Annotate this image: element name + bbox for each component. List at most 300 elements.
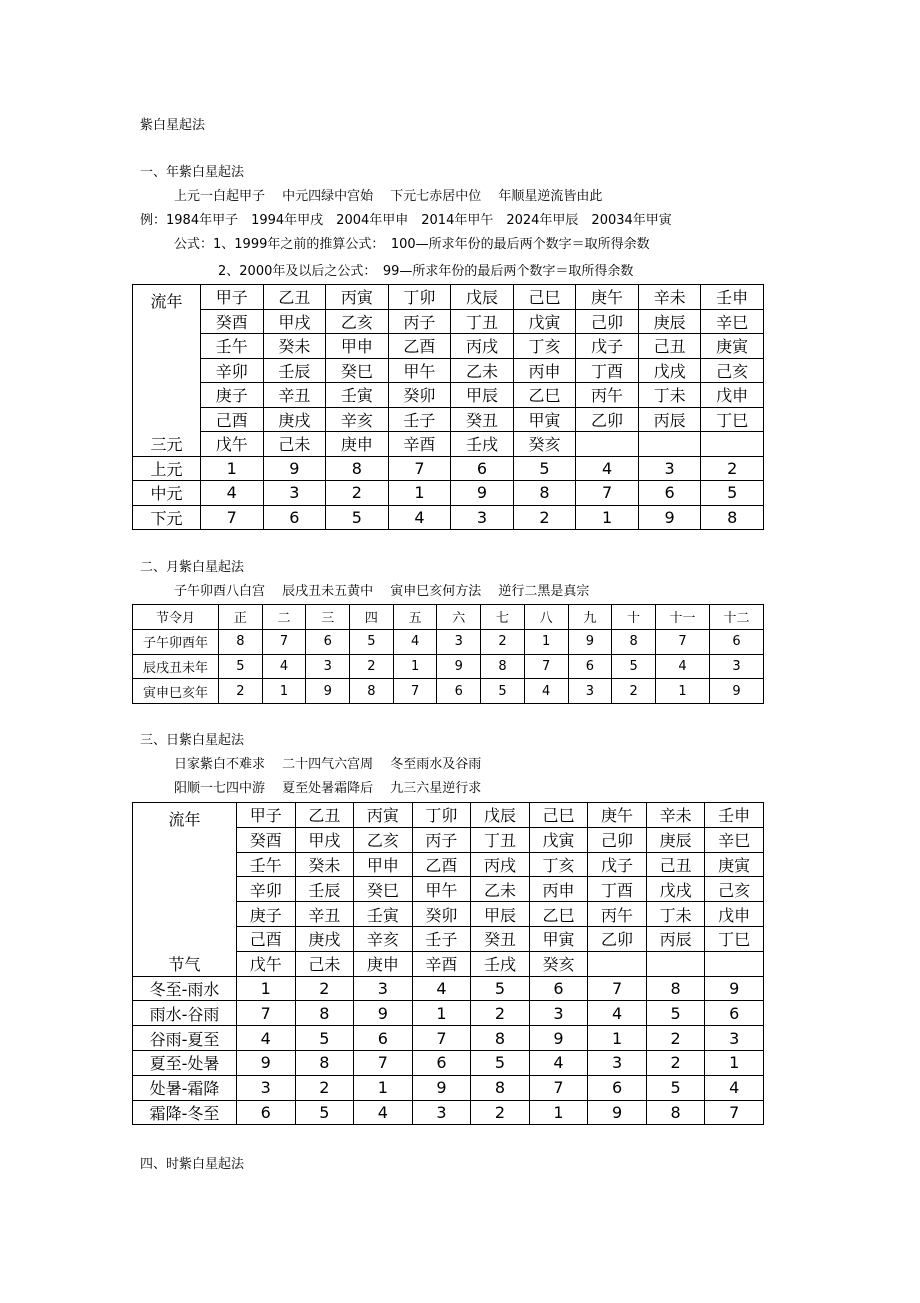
star-number-cell: 2 [350,654,394,679]
ganzhi-cell: 乙丑 [295,803,354,828]
star-number-cell: 7 [201,505,264,530]
column-header-cell: 十二 [710,605,764,630]
table-row [133,383,764,408]
star-number-cell: 1 [262,679,306,704]
column-header-cell: 正 [219,605,263,630]
ganzhi-cell: 丙辰 [638,407,701,432]
ganzhi-cell: 己未 [295,951,354,976]
star-number-cell: 1 [388,481,451,506]
ganzhi-cell: 丁酉 [588,877,647,902]
star-number-cell: 8 [326,456,389,481]
column-header-cell: 七 [481,605,525,630]
year-star-table [132,284,764,530]
row-label-cell: 上元 [133,456,201,481]
star-number-cell: 3 [354,976,413,1001]
star-number-cell: 7 [529,1075,588,1100]
table-row [133,1001,764,1026]
ganzhi-cell: 丁巳 [705,926,764,951]
ganzhi-cell: 癸亥 [513,432,576,457]
star-number-cell: 4 [576,456,639,481]
star-number-cell: 5 [513,456,576,481]
section-1-formula-2: 2、2000年及以后之公式： 99—所求年份的最后两个数字＝取所得余数 [218,264,634,279]
star-number-cell: 5 [471,976,530,1001]
ganzhi-cell [646,951,705,976]
star-number-cell: 9 [263,456,326,481]
ganzhi-cell: 丁丑 [451,309,514,334]
ganzhi-cell [588,951,647,976]
star-number-cell: 4 [705,1075,764,1100]
ganzhi-cell: 癸卯 [412,902,471,927]
ganzhi-cell: 辛酉 [412,951,471,976]
ganzhi-cell: 丙申 [513,358,576,383]
star-number-cell: 3 [306,654,350,679]
ganzhi-cell: 辛酉 [388,432,451,457]
star-number-cell: 3 [638,456,701,481]
ganzhi-cell: 癸丑 [451,407,514,432]
star-number-cell: 9 [529,1026,588,1051]
table-row [133,1100,764,1125]
star-number-cell: 5 [295,1100,354,1125]
star-number-cell: 3 [437,629,481,654]
star-number-cell: 7 [705,1100,764,1125]
star-number-cell: 6 [451,456,514,481]
ganzhi-cell [638,432,701,457]
ganzhi-cell: 庚寅 [701,334,764,359]
star-number-cell: 6 [710,629,764,654]
column-header-cell: 五 [393,605,437,630]
ganzhi-cell: 辛卯 [237,877,296,902]
star-number-cell: 3 [588,1050,647,1075]
table-row [133,1075,764,1100]
ganzhi-cell: 己巳 [513,285,576,310]
table-row [133,334,764,359]
ganzhi-cell: 辛亥 [354,926,413,951]
corner-label-top: 流年 [150,292,183,311]
star-number-cell: 4 [412,976,471,1001]
table-row [133,285,764,310]
ganzhi-cell: 甲午 [412,877,471,902]
ganzhi-cell: 癸酉 [201,309,264,334]
section-3-verse-1: 日家紫白不难求 二十四气六宫周 冬至雨水及谷雨 [174,757,482,772]
month-star-table [132,604,764,704]
row-label-cell: 霜降-冬至 [133,1100,237,1125]
ganzhi-cell: 癸未 [263,334,326,359]
star-number-cell: 3 [263,481,326,506]
ganzhi-cell: 戊辰 [451,285,514,310]
ganzhi-cell: 戊午 [201,432,264,457]
ganzhi-cell: 甲辰 [471,902,530,927]
ganzhi-cell: 丁未 [646,902,705,927]
ganzhi-cell: 己卯 [588,827,647,852]
section-3-heading: 三、日紫白星起法 [140,733,245,748]
ganzhi-cell: 戊戌 [646,877,705,902]
section-1-formula-1: 公式：1、1999年之前的推算公式： 100—所求年份的最后两个数字＝取所得余数 [174,237,650,252]
star-number-cell: 9 [710,679,764,704]
star-number-cell: 1 [705,1050,764,1075]
ganzhi-cell: 壬午 [237,852,296,877]
star-number-cell: 5 [471,1050,530,1075]
star-number-cell: 3 [705,1026,764,1051]
ganzhi-cell: 戊寅 [513,309,576,334]
day-star-table [132,802,764,1125]
ganzhi-cell [701,432,764,457]
star-number-cell: 2 [219,679,263,704]
ganzhi-cell: 乙丑 [263,285,326,310]
star-number-cell: 1 [576,505,639,530]
star-number-cell: 6 [705,1001,764,1026]
table-row [133,1050,764,1075]
ganzhi-cell: 壬午 [201,334,264,359]
ganzhi-cell: 乙亥 [354,827,413,852]
ganzhi-cell [576,432,639,457]
star-number-cell: 2 [471,1100,530,1125]
star-number-cell: 3 [237,1075,296,1100]
star-number-cell: 7 [412,1026,471,1051]
ganzhi-cell [705,951,764,976]
ganzhi-cell: 乙未 [471,877,530,902]
table-corner-cell [133,803,237,977]
ganzhi-cell: 辛卯 [201,358,264,383]
ganzhi-cell: 壬寅 [354,902,413,927]
row-label-cell: 寅申巳亥年 [133,679,219,704]
column-header-cell: 十一 [656,605,710,630]
section-1-example: 例：1984年甲子 1994年甲戌 2004年甲申 2014年甲午 2024年甲辰 20034年甲寅 [140,213,672,228]
table-corner-cell [133,285,201,457]
corner-label-bottom: 节气 [168,954,201,974]
ganzhi-cell: 己未 [263,432,326,457]
star-number-cell: 6 [237,1100,296,1125]
ganzhi-cell: 丙子 [388,309,451,334]
ganzhi-cell: 庚寅 [705,852,764,877]
star-number-cell: 3 [529,1001,588,1026]
star-number-cell: 5 [612,654,656,679]
star-number-cell: 9 [306,679,350,704]
ganzhi-cell: 庚辰 [638,309,701,334]
star-number-cell: 2 [481,629,525,654]
star-number-cell: 7 [524,654,568,679]
star-number-cell: 2 [471,1001,530,1026]
star-number-cell: 1 [354,1075,413,1100]
star-number-cell: 4 [201,481,264,506]
star-number-cell: 7 [354,1050,413,1075]
corner-label-top: 流年 [168,810,201,829]
ganzhi-cell: 辛亥 [326,407,389,432]
row-label-cell: 冬至-雨水 [133,976,237,1001]
star-number-cell: 8 [219,629,263,654]
star-number-cell: 5 [350,629,394,654]
ganzhi-cell: 甲辰 [451,383,514,408]
star-number-cell: 4 [588,1001,647,1026]
ganzhi-cell: 乙亥 [326,309,389,334]
ganzhi-cell: 乙巳 [529,902,588,927]
ganzhi-cell: 癸亥 [529,951,588,976]
row-label-cell: 夏至-处暑 [133,1050,237,1075]
ganzhi-cell: 壬子 [388,407,451,432]
star-number-cell: 7 [393,679,437,704]
ganzhi-cell: 乙未 [451,358,514,383]
star-number-cell: 9 [237,1050,296,1075]
ganzhi-cell: 甲戌 [295,827,354,852]
ganzhi-cell: 丁卯 [388,285,451,310]
table-row [133,1026,764,1051]
star-number-cell: 7 [588,976,647,1001]
ganzhi-cell: 乙卯 [576,407,639,432]
ganzhi-cell: 癸巳 [354,877,413,902]
star-number-cell: 8 [701,505,764,530]
star-number-cell: 4 [656,654,710,679]
star-number-cell: 3 [451,505,514,530]
star-number-cell: 8 [646,976,705,1001]
ganzhi-cell: 壬申 [701,285,764,310]
star-number-cell: 1 [201,456,264,481]
star-number-cell: 4 [262,654,306,679]
ganzhi-cell: 癸酉 [237,827,296,852]
table-row [133,481,764,506]
star-number-cell: 9 [705,976,764,1001]
ganzhi-cell: 甲午 [388,358,451,383]
table-row [133,505,764,530]
ganzhi-cell: 乙酉 [412,852,471,877]
row-label-cell: 雨水-谷雨 [133,1001,237,1026]
star-number-cell: 4 [393,629,437,654]
row-label-cell: 谷雨-夏至 [133,1026,237,1051]
ganzhi-cell: 癸丑 [471,926,530,951]
column-header-cell: 十 [612,605,656,630]
section-4-heading: 四、时紫白星起法 [140,1157,245,1172]
star-number-cell: 2 [701,456,764,481]
ganzhi-cell: 壬戌 [451,432,514,457]
star-number-cell: 9 [588,1100,647,1125]
ganzhi-cell: 己亥 [701,358,764,383]
ganzhi-cell: 丁丑 [471,827,530,852]
ganzhi-cell: 辛未 [638,285,701,310]
ganzhi-cell: 壬辰 [263,358,326,383]
star-number-cell: 7 [262,629,306,654]
star-number-cell: 6 [306,629,350,654]
star-number-cell: 1 [588,1026,647,1051]
star-number-cell: 5 [646,1075,705,1100]
star-number-cell: 5 [701,481,764,506]
star-number-cell: 9 [568,629,612,654]
table-row [133,456,764,481]
ganzhi-cell: 丙戌 [451,334,514,359]
star-number-cell: 4 [388,505,451,530]
star-number-cell: 1 [412,1001,471,1026]
ganzhi-cell: 丙午 [588,902,647,927]
ganzhi-cell: 甲寅 [513,407,576,432]
ganzhi-cell: 丙寅 [354,803,413,828]
star-number-cell: 8 [646,1100,705,1125]
star-number-cell: 9 [354,1001,413,1026]
star-number-cell: 6 [588,1075,647,1100]
star-number-cell: 2 [326,481,389,506]
star-number-cell: 9 [451,481,514,506]
ganzhi-cell: 戊辰 [471,803,530,828]
column-header-cell: 三 [306,605,350,630]
ganzhi-cell: 辛未 [646,803,705,828]
ganzhi-cell: 戊戌 [638,358,701,383]
section-3-verse-2: 阳顺一七四中游 夏至处暑霜降后 九三六星逆行求 [174,781,482,796]
star-number-cell: 1 [656,679,710,704]
star-number-cell: 8 [295,1001,354,1026]
ganzhi-cell: 戊子 [576,334,639,359]
ganzhi-cell: 己丑 [638,334,701,359]
ganzhi-cell: 乙酉 [388,334,451,359]
star-number-cell: 1 [529,1100,588,1125]
table-row [133,654,764,679]
star-number-cell: 8 [350,679,394,704]
star-number-cell: 6 [529,976,588,1001]
column-header-cell: 四 [350,605,394,630]
table-row [133,432,764,457]
table-row [133,358,764,383]
ganzhi-cell: 壬戌 [471,951,530,976]
star-number-cell: 2 [295,976,354,1001]
ganzhi-cell: 庚子 [201,383,264,408]
corner-label-bottom: 三元 [150,434,183,454]
star-number-cell: 3 [710,654,764,679]
ganzhi-cell: 辛巳 [705,827,764,852]
ganzhi-cell: 甲申 [326,334,389,359]
star-number-cell: 8 [471,1075,530,1100]
ganzhi-cell: 庚辰 [646,827,705,852]
star-number-cell: 9 [638,505,701,530]
star-number-cell: 6 [437,679,481,704]
ganzhi-cell: 辛丑 [295,902,354,927]
ganzhi-cell: 丙寅 [326,285,389,310]
star-number-cell: 9 [412,1075,471,1100]
star-number-cell: 6 [568,654,612,679]
ganzhi-cell: 戊申 [701,383,764,408]
ganzhi-cell: 戊寅 [529,827,588,852]
ganzhi-cell: 庚戌 [295,926,354,951]
star-number-cell: 5 [326,505,389,530]
ganzhi-cell: 丁未 [638,383,701,408]
star-number-cell: 8 [481,654,525,679]
star-number-cell: 4 [524,679,568,704]
star-number-cell: 6 [638,481,701,506]
ganzhi-cell: 庚子 [237,902,296,927]
star-number-cell: 8 [295,1050,354,1075]
star-number-cell: 4 [354,1100,413,1125]
ganzhi-cell: 丙午 [576,383,639,408]
page-title: 紫白星起法 [140,118,206,133]
table-row [133,976,764,1001]
star-number-cell: 3 [568,679,612,704]
ganzhi-cell: 己巳 [529,803,588,828]
ganzhi-cell: 甲戌 [263,309,326,334]
star-number-cell: 1 [237,976,296,1001]
ganzhi-cell: 乙巳 [513,383,576,408]
star-number-cell: 8 [612,629,656,654]
table-header-row [133,605,764,630]
star-number-cell: 5 [481,679,525,704]
star-number-cell: 8 [471,1026,530,1051]
column-header-cell: 六 [437,605,481,630]
ganzhi-cell: 庚戌 [263,407,326,432]
ganzhi-cell: 甲寅 [529,926,588,951]
ganzhi-cell: 丁亥 [529,852,588,877]
ganzhi-cell: 甲子 [201,285,264,310]
row-label-cell: 辰戌丑未年 [133,654,219,679]
row-label-cell: 中元 [133,481,201,506]
star-number-cell: 8 [513,481,576,506]
star-number-cell: 7 [388,456,451,481]
star-number-cell: 2 [513,505,576,530]
ganzhi-cell: 己卯 [576,309,639,334]
star-number-cell: 6 [263,505,326,530]
row-label-cell: 处暑-霜降 [133,1075,237,1100]
ganzhi-cell: 己丑 [646,852,705,877]
ganzhi-cell: 壬辰 [295,877,354,902]
ganzhi-cell: 庚午 [588,803,647,828]
ganzhi-cell: 己酉 [201,407,264,432]
star-number-cell: 2 [295,1075,354,1100]
column-header-cell: 节令月 [133,605,219,630]
ganzhi-cell: 甲申 [354,852,413,877]
ganzhi-cell: 壬申 [705,803,764,828]
ganzhi-cell: 戊午 [237,951,296,976]
star-number-cell: 4 [237,1026,296,1051]
star-number-cell: 5 [295,1026,354,1051]
star-number-cell: 2 [612,679,656,704]
ganzhi-cell: 辛丑 [263,383,326,408]
ganzhi-cell: 癸未 [295,852,354,877]
star-number-cell: 2 [646,1026,705,1051]
ganzhi-cell: 己酉 [237,926,296,951]
section-2-heading: 二、月紫白星起法 [140,560,245,575]
section-2-verse: 子午卯酉八白宫 辰戌丑未五黄中 寅申巳亥何方法 逆行二黑是真宗 [174,584,590,599]
star-number-cell: 7 [237,1001,296,1026]
ganzhi-cell: 丁亥 [513,334,576,359]
star-number-cell: 1 [524,629,568,654]
ganzhi-cell: 癸卯 [388,383,451,408]
ganzhi-cell: 乙卯 [588,926,647,951]
column-header-cell: 九 [568,605,612,630]
star-number-cell: 4 [529,1050,588,1075]
table-row [133,679,764,704]
ganzhi-cell: 甲子 [237,803,296,828]
ganzhi-cell: 戊子 [588,852,647,877]
ganzhi-cell: 丁酉 [576,358,639,383]
star-number-cell: 3 [412,1100,471,1125]
column-header-cell: 八 [524,605,568,630]
star-number-cell: 7 [656,629,710,654]
ganzhi-cell: 丙子 [412,827,471,852]
star-number-cell: 1 [393,654,437,679]
star-number-cell: 2 [646,1050,705,1075]
section-1-verse: 上元一白起甲子 中元四绿中宫始 下元七赤居中位 年顺星逆流皆由此 [174,189,603,204]
ganzhi-cell: 庚申 [354,951,413,976]
star-number-cell: 5 [646,1001,705,1026]
table-row [133,407,764,432]
column-header-cell: 二 [262,605,306,630]
star-number-cell: 6 [412,1050,471,1075]
table-row [133,629,764,654]
ganzhi-cell: 壬子 [412,926,471,951]
ganzhi-cell: 己亥 [705,877,764,902]
ganzhi-cell: 癸巳 [326,358,389,383]
star-number-cell: 7 [576,481,639,506]
ganzhi-cell: 庚申 [326,432,389,457]
ganzhi-cell: 丙戌 [471,852,530,877]
star-number-cell: 5 [219,654,263,679]
star-number-cell: 9 [437,654,481,679]
table-row [133,803,764,828]
ganzhi-cell: 壬寅 [326,383,389,408]
ganzhi-cell: 丁卯 [412,803,471,828]
ganzhi-cell: 辛巳 [701,309,764,334]
